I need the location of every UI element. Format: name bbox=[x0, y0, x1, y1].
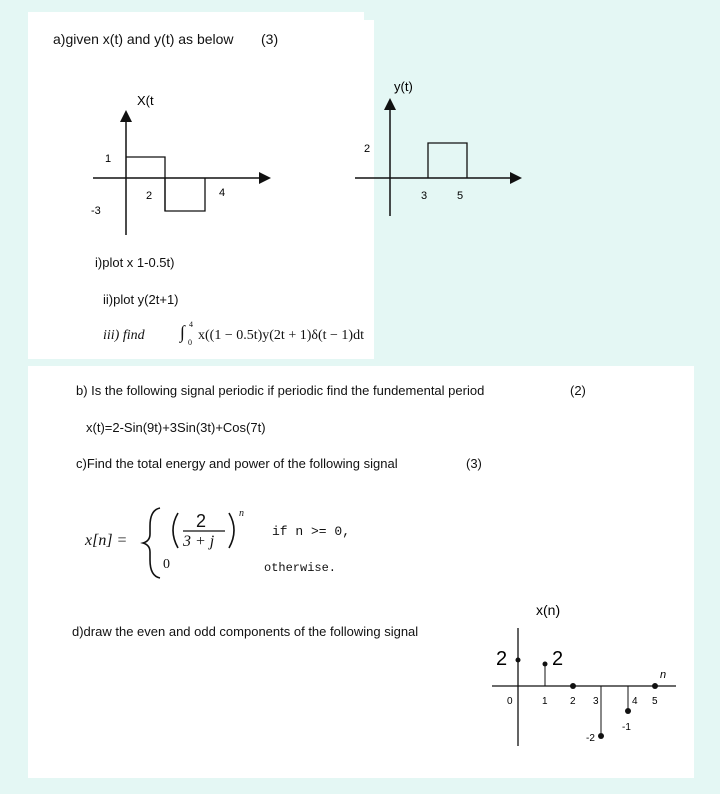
question-b-marks: (2) bbox=[570, 383, 586, 398]
yt-tick-x-5: 5 bbox=[457, 190, 464, 202]
yt-tick-x-3: 3 bbox=[421, 190, 428, 202]
xn-val-2-left: 2 bbox=[496, 648, 508, 670]
fraction-numerator: 2 bbox=[196, 511, 207, 531]
question-a-part-ii: ii)plot y(2t+1) bbox=[103, 292, 179, 307]
xn-tick-3: 3 bbox=[593, 696, 599, 707]
stem-n3-dot bbox=[598, 733, 604, 739]
zero-case: 0 bbox=[163, 557, 170, 572]
stem-n0-dot bbox=[516, 658, 521, 663]
xn-val-neg2: -2 bbox=[586, 733, 595, 744]
exponent-n: n bbox=[239, 508, 244, 519]
question-a-marks: (3) bbox=[261, 31, 279, 47]
question-b-heading: b) Is the following signal periodic if periodic find the fundemental period bbox=[76, 383, 485, 398]
condition-if: if n >= 0, bbox=[272, 524, 351, 539]
xn-tick-5: 5 bbox=[652, 696, 658, 707]
xt-tick-y-1: 1 bbox=[105, 153, 112, 165]
xn-tick-0: 0 bbox=[507, 696, 513, 707]
fraction-denominator: 3 + j bbox=[183, 533, 215, 550]
xn-val-neg1: -1 bbox=[622, 722, 631, 733]
otherwise-label: otherwise. bbox=[264, 561, 337, 575]
xn-tick-4: 4 bbox=[632, 696, 638, 707]
question-a-heading: a)given x(t) and y(t) as below bbox=[53, 31, 234, 47]
stem-n5-dot bbox=[652, 683, 658, 689]
question-b-signal: x(t)=2-Sin(9t)+3Sin(3t)+Cos(7t) bbox=[86, 420, 266, 435]
yt-label: y(t) bbox=[394, 79, 413, 94]
yt-tick-y-2: 2 bbox=[364, 143, 371, 155]
question-a-part-i: i)plot x 1-0.5t) bbox=[95, 255, 175, 270]
question-c-heading: c)Find the total energy and power of the following signal bbox=[76, 456, 398, 471]
xt-tick-x-4: 4 bbox=[219, 187, 226, 199]
stem-n4-dot bbox=[625, 708, 631, 714]
integral-upper-limit: 4 bbox=[189, 320, 193, 329]
stem-n2-dot bbox=[570, 683, 576, 689]
question-a-part-iii-expression: x((1 − 0.5t)y(2t + 1)δ(t − 1)dt bbox=[198, 328, 364, 343]
question-a-part-iii-prefix: iii) find bbox=[103, 328, 145, 343]
xn-val-2-right: 2 bbox=[552, 648, 564, 670]
signal-lhs: x[n] = bbox=[85, 532, 128, 549]
question-c-marks: (3) bbox=[466, 456, 482, 471]
xt-label: X(t bbox=[137, 93, 154, 108]
xt-tick-x-2: 2 bbox=[146, 190, 153, 202]
integral-sign: ∫ bbox=[180, 322, 185, 342]
xt-tick-y-neg3: -3 bbox=[91, 205, 101, 217]
stem-n1-dot bbox=[543, 662, 548, 667]
question-d-heading: d)draw the even and odd components of the following signal bbox=[72, 624, 419, 639]
xn-title: x(n) bbox=[536, 602, 561, 618]
xn-axis-label: n bbox=[660, 669, 667, 681]
integral-lower-limit: 0 bbox=[188, 338, 192, 347]
xn-tick-1: 1 bbox=[542, 696, 548, 707]
xn-tick-2: 2 bbox=[570, 696, 576, 707]
